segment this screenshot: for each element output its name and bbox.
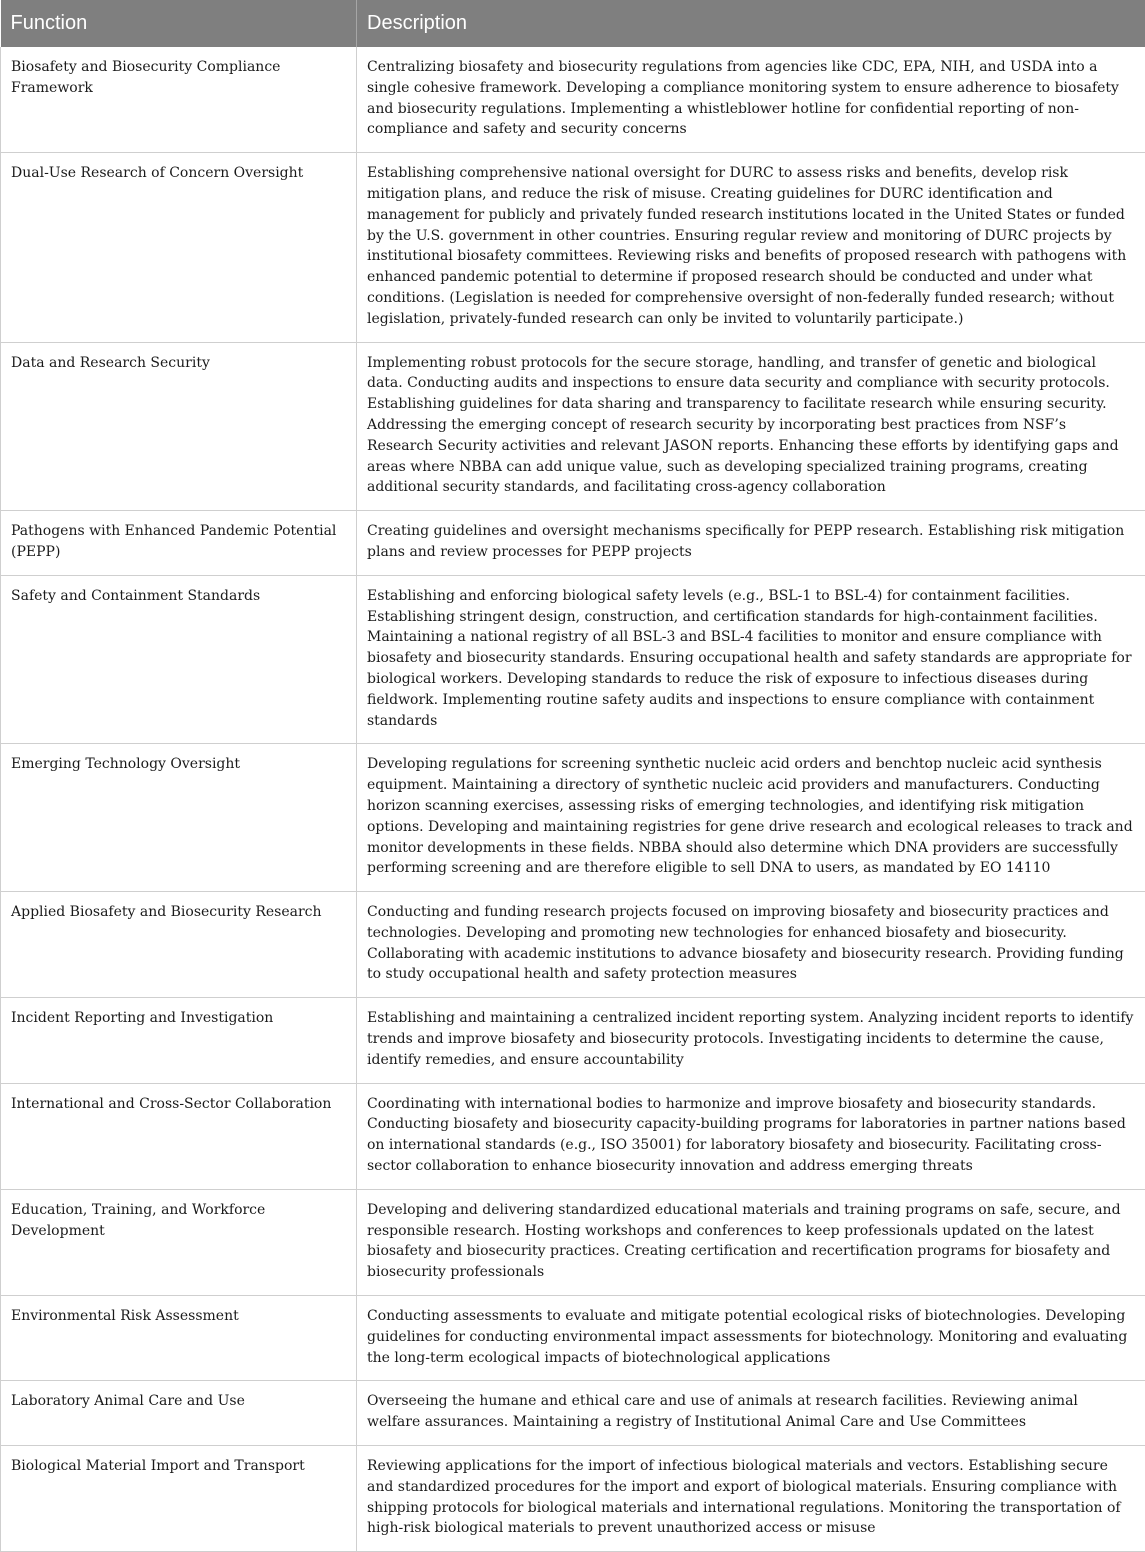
description-cell: Reviewing applications for the import of infectious biological materials and vectors. Establishing secure and standardized procedures for the import and export of biological materials. Ensuring compliance with shipping protocols for biological materials and international regulations. Monitoring the transportation of high-risk biological materials to prevent unauthorized access or misuse [357, 1446, 1145, 1552]
table-row [1, 1189, 1145, 1295]
description-cell: Developing regulations for screening synthetic nucleic acid orders and benchtop nucleic acid synthesis equipment. Maintaining a directory of synthetic nucleic acid providers and manufacturers. Conducting horizon scanning exercises, assessing risks of emerging technologies, and identifying risk mitigation options. Developing and maintaining registries for gene drive research and ecological releases to track and monitor developments in these fields. NBBA should also determine which DNA providers are successfully performing screening and are therefore eligible to sell DNA to users, as mandated by EO 14110 [357, 744, 1145, 892]
description-cell: Creating guidelines and oversight mechanisms specifically for PEPP research. Establishing risk mitigation plans and review processes for PEPP projects [357, 511, 1145, 576]
function-cell: Safety and Containment Standards [1, 575, 357, 744]
function-cell: Pathogens with Enhanced Pandemic Potential (PEPP) [1, 511, 357, 576]
function-cell: Environmental Risk Assessment [1, 1296, 357, 1381]
table-row [1, 1296, 1145, 1381]
table-row [1, 744, 1145, 892]
table-row [1, 1446, 1145, 1552]
description-cell: Establishing and enforcing biological safety levels (e.g., BSL-1 to BSL-4) for containment facilities. Establishing stringent design, construction, and certification standards for high-containment facilities. Maintaining a national registry of all BSL-3 and BSL-4 facilities to monitor and ensure compliance with biosafety and biosecurity standards. Ensuring occupational health and safety standards are appropriate for biological workers. Developing standards to reduce the risk of exposure to infectious diseases during fieldwork. Implementing routine safety audits and inspections to ensure compliance with containment standards [357, 575, 1145, 744]
table-row [1, 153, 1145, 342]
description-cell: Developing and delivering standardized educational materials and training programs on safe, secure, and responsible research. Hosting workshops and conferences to keep professionals updated on the latest biosafety and biosecurity practices. Creating certification and recertification programs for biosafety and biosecurity professionals [357, 1189, 1145, 1295]
header-description: Description [357, 0, 1145, 47]
description-cell: Establishing comprehensive national oversight for DURC to assess risks and benefits, develop risk mitigation plans, and reduce the risk of misuse. Creating guidelines for DURC identification and management for publicly and privately funded research institutions located in the United States or funded by the U.S. government in other countries. Ensuring regular review and monitoring of DURC projects by institutional biosafety committees. Reviewing risks and benefits of proposed research with pathogens with enhanced pandemic potential to determine if proposed research should be conducted and under what conditions. (Legislation is needed for comprehensive oversight of non-federally funded research; without legislation, privately-funded research can only be invited to voluntarily participate.) [357, 153, 1145, 342]
description-cell: Conducting assessments to evaluate and mitigate potential ecological risks of biotechnologies. Developing guidelines for conducting environmental impact assessments for biotechnology. Monitoring and evaluating the long-term ecological impacts of biotechnological applications [357, 1296, 1145, 1381]
table-row [1, 892, 1145, 998]
description-cell: Establishing and maintaining a centralized incident reporting system. Analyzing incident reports to identify trends and improve biosafety and biosecurity protocols. Investigating incidents to determine the cause, identify remedies, and ensure accountability [357, 998, 1145, 1083]
function-cell: Data and Research Security [1, 342, 357, 511]
function-cell: Emerging Technology Oversight [1, 744, 357, 892]
function-cell: Incident Reporting and Investigation [1, 998, 357, 1083]
table-row [1, 511, 1145, 576]
function-cell: Education, Training, and Workforce Development [1, 1189, 357, 1295]
function-cell: International and Cross-Sector Collaboration [1, 1083, 357, 1189]
table-row [1, 998, 1145, 1083]
function-cell: Dual-Use Research of Concern Oversight [1, 153, 357, 342]
table-row [1, 47, 1145, 153]
function-cell: Laboratory Animal Care and Use [1, 1381, 357, 1446]
description-cell: Overseeing the humane and ethical care and use of animals at research facilities. Reviewing animal welfare assurances. Maintaining a registry of Institutional Animal Care and Use Committees [357, 1381, 1145, 1446]
function-cell: Biological Material Import and Transport [1, 1446, 357, 1552]
table-row [1, 1381, 1145, 1446]
description-cell: Coordinating with international bodies to harmonize and improve biosafety and biosecurity standards. Conducting biosafety and biosecurity capacity-building programs for laboratories in partner nations based on international standards (e.g., ISO 35001) for laboratory biosafety and biosecurity. Facilitating cross-sector collaboration to enhance biosecurity innovation and address emerging threats [357, 1083, 1145, 1189]
function-cell: Biosafety and Biosecurity Compliance Framework [1, 47, 357, 153]
description-cell: Conducting and funding research projects focused on improving biosafety and biosecurity practices and technologies. Developing and promoting new technologies for enhanced biosafety and biosecurity. Collaborating with academic institutions to advance biosafety and biosecurity research. Providing funding to study occupational health and safety protection measures [357, 892, 1145, 998]
table-row [1, 575, 1145, 744]
function-cell: Applied Biosafety and Biosecurity Research [1, 892, 357, 998]
table-row [1, 1083, 1145, 1189]
description-cell: Centralizing biosafety and biosecurity regulations from agencies like CDC, EPA, NIH, and USDA into a single cohesive framework. Developing a compliance monitoring system to ensure adherence to biosafety and biosecurity regulations. Implementing a whistleblower hotline for confidential reporting of non-compliance and safety and security concerns [357, 47, 1145, 153]
table-header-row [1, 0, 1145, 47]
description-cell: Implementing robust protocols for the secure storage, handling, and transfer of genetic and biological data. Conducting audits and inspections to ensure data security and compliance with security protocols. Establishing guidelines for data sharing and transparency to facilitate research while ensuring security. Addressing the emerging concept of research security by incorporating best practices from NSF’s Research Security activities and relevant JASON reports. Enhancing these efforts by identifying gaps and areas where NBBA can add unique value, such as developing specialized training programs, creating additional security standards, and facilitating cross-agency collaboration [357, 342, 1145, 511]
header-function: Function [1, 0, 357, 47]
table-row [1, 342, 1145, 511]
